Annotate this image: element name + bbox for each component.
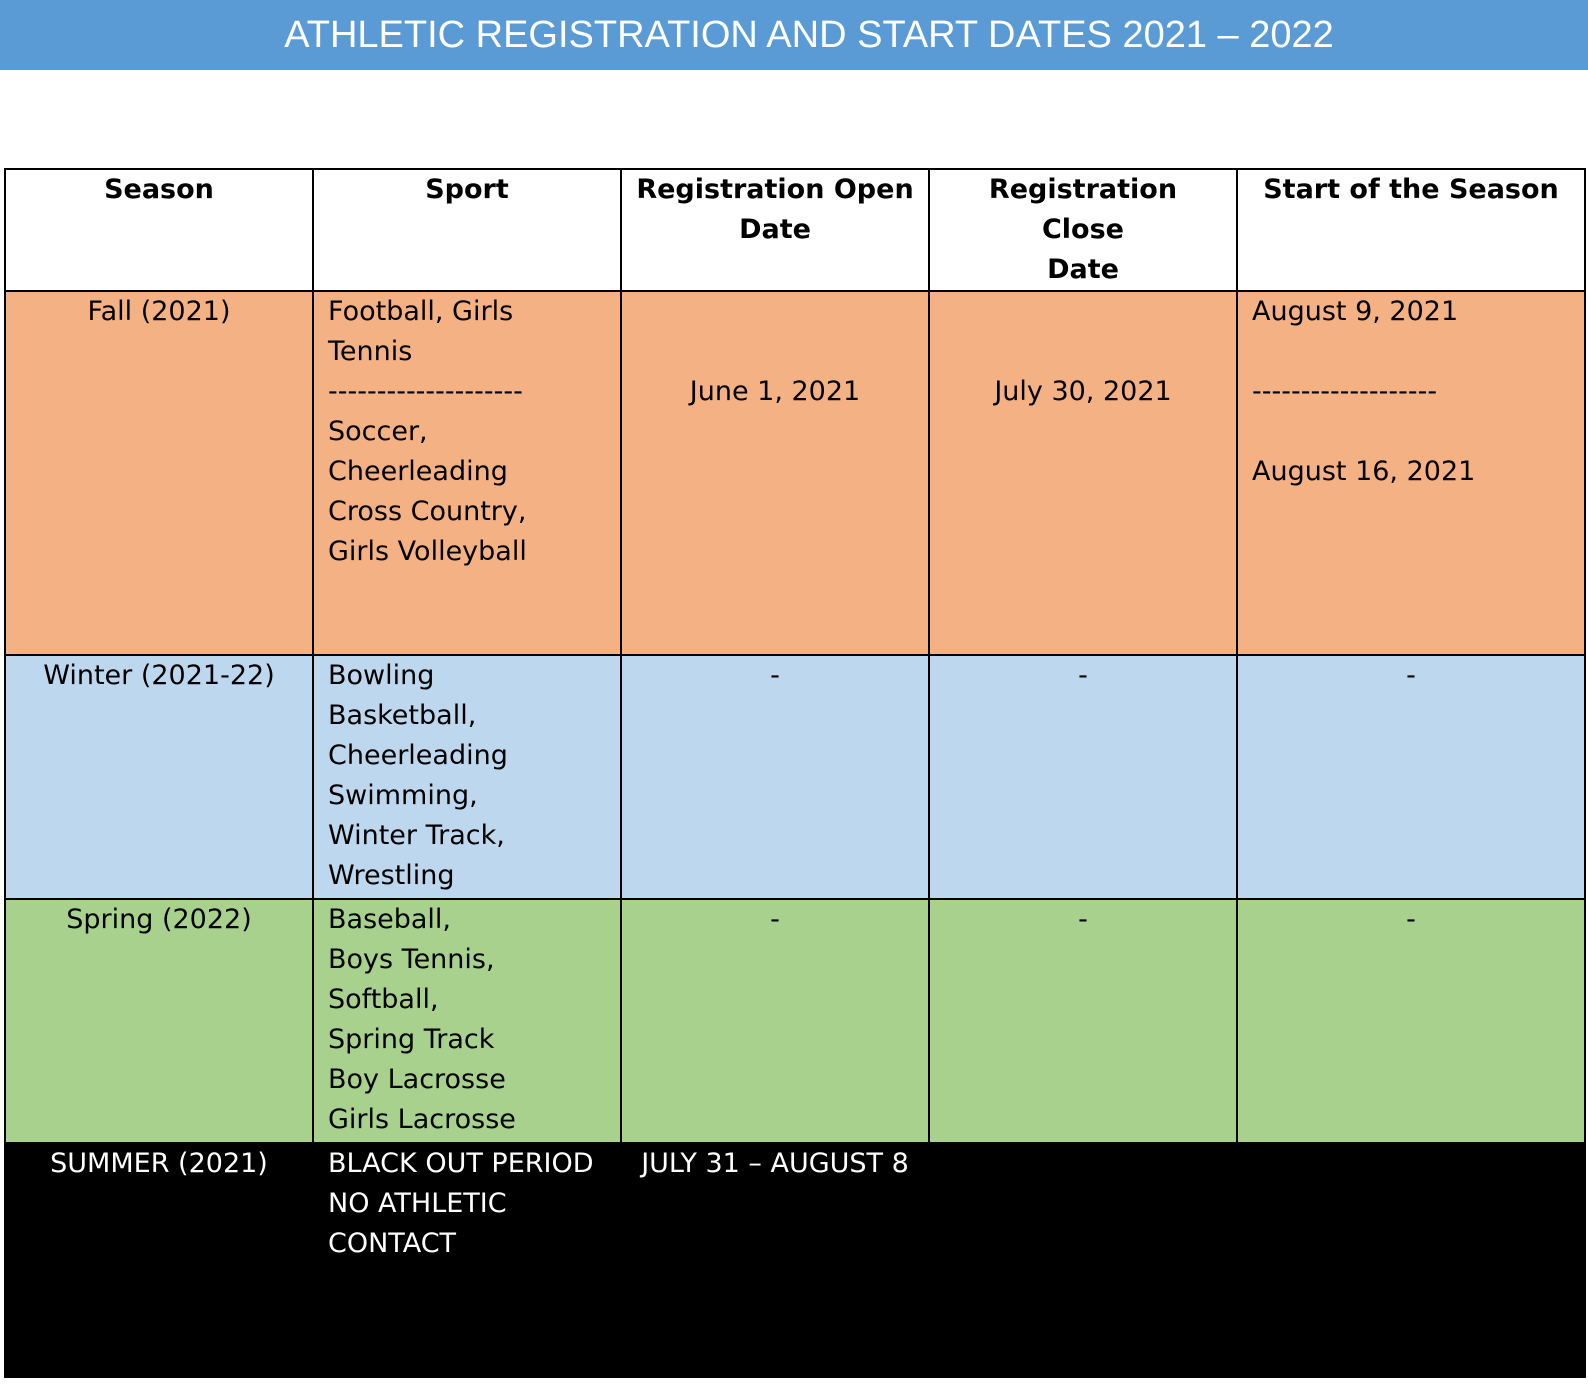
registration-close-cell: - xyxy=(929,655,1237,899)
table-row-spring xyxy=(5,899,1585,1143)
header-line: Registration Close xyxy=(988,174,1178,245)
sport-line: Baseball, xyxy=(328,904,452,935)
start-line: ------------------- xyxy=(1252,376,1438,407)
page-title: ATHLETIC REGISTRATION AND START DATES 2021 – 2022 xyxy=(0,0,1588,70)
footnote-prefix: *Spring Break – April 18 – 22, 2022 ( xyxy=(20,1250,513,1281)
header-registration-open xyxy=(621,169,929,291)
schedule-table xyxy=(4,168,1586,1378)
registration-close-cell: July 30, 2021 xyxy=(929,291,1237,655)
start-line xyxy=(1252,412,1570,452)
sport-line: Winter Track, xyxy=(328,820,505,851)
registration-close-cell: - xyxy=(929,899,1237,1143)
sport-line: Boy Lacrosse xyxy=(328,1064,506,1095)
sport-line: Cross Country, xyxy=(328,496,527,527)
start-date-cell xyxy=(1237,291,1585,655)
sport-line: Boys Tennis, xyxy=(328,944,495,975)
header-start-of-season: Start of the Season xyxy=(1237,169,1585,291)
sport-line: Swimming, xyxy=(328,780,478,811)
sport-line: Girls Lacrosse xyxy=(328,1104,516,1135)
season-cell: Winter (2021-22) xyxy=(5,655,313,899)
sport-line: Soccer, xyxy=(328,416,428,447)
registration-open-cell: JULY 31 – AUGUST 8 xyxy=(621,1143,929,1377)
sport-line: -------------------- xyxy=(328,376,523,407)
header-line: Registration Open xyxy=(636,174,914,205)
season-cell: SUMMER (2021) xyxy=(5,1143,313,1377)
sport-line: NO ATHLETIC xyxy=(328,1188,507,1219)
start-date-cell: - xyxy=(1237,899,1585,1143)
sport-line: Basketball, xyxy=(328,700,477,731)
header-sport: Sport xyxy=(313,169,621,291)
season-cell: Fall (2021) xyxy=(5,291,313,655)
sport-line: Cheerleading xyxy=(328,456,508,487)
header-row xyxy=(5,169,1585,291)
sport-line: Wrestling xyxy=(328,860,455,891)
sport-cell xyxy=(313,899,621,1143)
start-date-cell: - xyxy=(1237,655,1585,899)
registration-open-cell: June 1, 2021 xyxy=(621,291,929,655)
footnote-suffix: ). xyxy=(1542,1250,1562,1281)
sport-line: Softball, xyxy=(328,984,439,1015)
sport-cell xyxy=(313,291,621,655)
spring-break-footnote xyxy=(20,1250,1561,1281)
sport-line: BLACK OUT PERIOD xyxy=(328,1148,594,1179)
sport-line: CONTACT xyxy=(328,1228,457,1259)
sport-line: Cheerleading xyxy=(328,740,508,771)
sport-line: Football, Girls xyxy=(328,296,514,327)
sport-line: Bowling xyxy=(328,660,435,691)
registration-open-cell: - xyxy=(621,899,929,1143)
footnote-italic: Athletes should plan on practices and games and avoid scheduling vacation xyxy=(512,1250,1543,1281)
header-season: Season xyxy=(5,169,313,291)
season-cell: Spring (2022) xyxy=(5,899,313,1143)
njsiaa-note: Please note these dates are subject to change based on NJSIAA calendar changes. xyxy=(20,1331,1135,1362)
start-line: August 9, 2021 xyxy=(1252,296,1459,327)
header-line: Date xyxy=(739,214,811,245)
table-row-fall xyxy=(5,291,1585,655)
start-line xyxy=(1252,332,1570,372)
start-line: August 16, 2021 xyxy=(1252,456,1476,487)
registration-open-cell: - xyxy=(621,655,929,899)
sport-line: Girls Volleyball xyxy=(328,536,527,567)
header-registration-close xyxy=(929,169,1237,291)
header-line: Date xyxy=(1047,254,1119,285)
sport-cell xyxy=(313,655,621,899)
sport-line: Tennis xyxy=(328,336,413,367)
table-row-winter xyxy=(5,655,1585,899)
sport-line: Spring Track xyxy=(328,1024,495,1055)
